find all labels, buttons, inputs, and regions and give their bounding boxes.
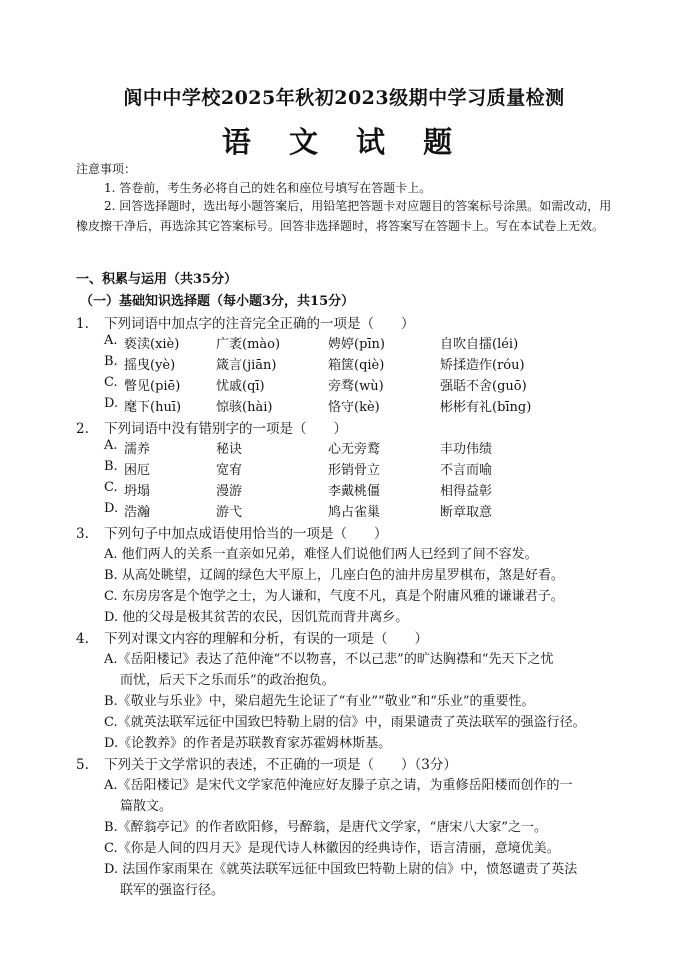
option-cell: 惊骇(hài) (216, 400, 273, 415)
option-label: C. (104, 480, 118, 495)
note-item-1: 1. 答卷前，考生务必将自己的姓名和座位号填写在答题卡上。 (104, 181, 432, 195)
option-label: A. (104, 438, 118, 453)
option-cell: 矫揉造作(róu) (440, 358, 525, 373)
question-text: 下列句子中加点成语使用恰当的一项是（ ） (104, 526, 388, 542)
option-line: C.《就英法联军远征中国致巴特勒上尉的信》中，雨果谴责了英法联军的强盗行径。 (104, 715, 586, 730)
option-line: C.《你是人间的四月天》是现代诗人林徽因的经典诗作，语言清丽，意境优美。 (104, 841, 560, 856)
option-cell: 断章取意 (440, 505, 493, 520)
note-item-2: 2. 回答选择题时，选出每小题答案后，用铅笔把答题卡对应题目的答案标号涂黑。如需改动，用橡皮擦干净后，再选涂其它答案标号。回答非选择题时，将答案写在答题卡上。写在本试卷上无效。 (76, 199, 612, 233)
option-cell: 宽宥 (216, 463, 243, 478)
option-cell: 麾下(huī) (124, 400, 182, 415)
option-label: D. (104, 501, 119, 516)
question-stem (76, 417, 347, 437)
option-cell: 彬彬有礼(bīng) (440, 400, 532, 415)
option-line-continued: 而忧，后天下之乐而乐”的政治抱负。 (120, 673, 335, 688)
option-cell: 箴言(jiān) (216, 358, 277, 373)
option-line: A.《岳阳楼记》是宋代文学家范仲淹应好友滕子京之请，为重修岳阳楼而创作的一 (104, 778, 573, 793)
option-line-continued: 篇散文。 (120, 799, 173, 814)
option-cell: 困厄 (124, 463, 151, 478)
question-text: 下列对课文内容的理解和分析，有误的一项是（ ） (104, 631, 428, 647)
option-label: A. (104, 333, 118, 348)
question-number: 3. (76, 526, 89, 542)
question-stem (76, 753, 457, 773)
option-line: D. 他的父母是极其贫苦的农民，因饥荒而背井离乡。 (104, 610, 409, 625)
option-cell: 坍塌 (124, 484, 151, 499)
option-cell: 亵渎(xiè) (124, 337, 180, 352)
exam-title: 阆中中学校2025年秋初2023级期中学习质量检测 (123, 87, 565, 109)
option-line: A.《岳阳楼记》表达了范仲淹“不以物喜，不以己悲”的旷达胸襟和“先天下之忧 (104, 652, 554, 667)
option-line: B.《敬业与乐业》中，梁启超先生论证了“有业”“敬业”和“乐业”的重要性。 (104, 694, 535, 709)
option-label: D. (104, 396, 119, 411)
option-cell: 游弋 (216, 505, 243, 520)
question-stem (76, 312, 415, 332)
option-line: B.《醉翁亭记》的作者欧阳修，号醉翁，是唐代文学家，“唐宋八大家”之一。 (104, 820, 547, 835)
option-cell: 心无旁鹜 (328, 442, 381, 457)
question-number: 4. (76, 631, 89, 647)
option-cell: 忧戚(qī) (216, 379, 265, 394)
option-line: D.《论教养》的作者是苏联教育家苏霍姆林斯基。 (104, 736, 392, 751)
option-cell: 旁骛(wù) (328, 379, 384, 394)
option-cell: 强聒不舍(guō) (440, 379, 527, 394)
option-cell: 箱箧(qiè) (328, 358, 385, 373)
question-text: 下列词语中加点字的注音完全正确的一项是（ ） (104, 316, 415, 332)
option-cell: 广袤(mào) (216, 337, 281, 352)
section-heading: 一、积累与运用（共35分） (76, 272, 238, 287)
question-number: 5. (76, 757, 89, 773)
question-number: 1. (76, 316, 89, 332)
question-text: 下列关于文学常识的表述，不正确的一项是（ ）（3分） (104, 757, 457, 773)
option-line: C. 东房房客是个饱学之士，为人谦和，气度不凡，真是个附庸风雅的谦谦君子。 (104, 589, 564, 604)
option-cell: 自吹自擂(léi) (440, 337, 519, 352)
subject-title: 语 文 试 题 (221, 125, 467, 159)
option-cell: 娉婷(pīn) (328, 337, 385, 352)
option-cell: 濡养 (124, 442, 151, 457)
option-line-continued: 联军的强盗行径。 (120, 883, 225, 898)
option-cell: 丰功伟绩 (440, 442, 493, 457)
option-cell: 鸠占雀巢 (328, 505, 381, 520)
option-cell: 秘诀 (216, 442, 243, 457)
option-label: B. (104, 459, 118, 474)
option-cell: 李戴桃僵 (328, 484, 381, 499)
option-cell: 相得益彰 (440, 484, 493, 499)
option-cell: 瞥见(piē) (124, 379, 181, 394)
option-cell: 浩瀚 (124, 505, 151, 520)
option-cell: 漫游 (216, 484, 243, 499)
option-label: C. (104, 375, 118, 390)
option-cell: 形销骨立 (328, 463, 381, 478)
option-label: B. (104, 354, 118, 369)
question-stem (76, 522, 388, 542)
option-cell: 不言而喻 (440, 463, 493, 478)
notes-heading: 注意事项： (76, 162, 137, 176)
option-line: D. 法国作家雨果在《就英法联军远征中国致巴特勒上尉的信》中，愤怒谴责了英法 (104, 862, 578, 877)
question-text: 下列词语中没有错别字的一项是（ ） (104, 421, 347, 437)
subsection-heading: （一）基础知识选择题（每小题3分，共15分） (80, 294, 355, 309)
question-stem (76, 627, 428, 647)
question-number: 2. (76, 421, 89, 437)
option-line: B. 从高处眺望，辽阔的绿色大平原上，几座白色的油井房星罗棋布，煞是好看。 (104, 568, 564, 583)
option-cell: 恪守(kè) (328, 400, 380, 415)
option-line: A. 他们两人的关系一直亲如兄弟，难怪人们说他们两人已经到了间不容发。 (104, 547, 538, 562)
option-cell: 摇曳(yè) (124, 358, 176, 373)
